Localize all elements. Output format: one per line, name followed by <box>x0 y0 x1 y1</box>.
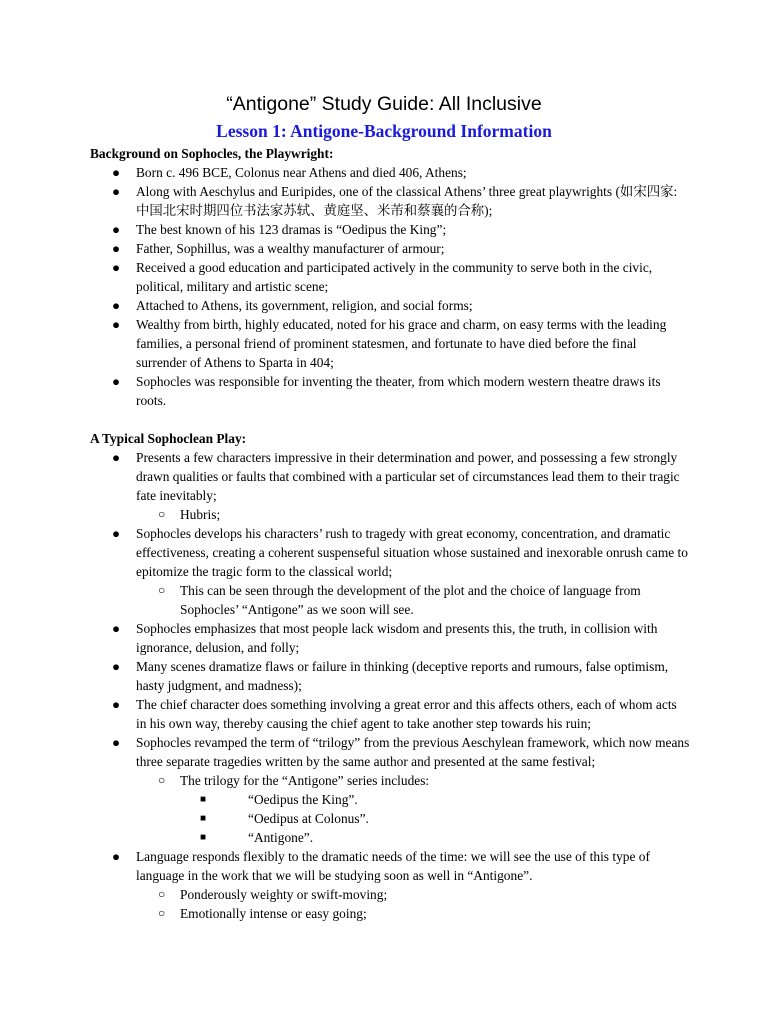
bullet-disc-icon: ● <box>112 165 121 180</box>
list-item-text: Father, Sophillus, was a wealthy manufacturer of armour; <box>136 241 445 256</box>
list-item <box>90 296 690 315</box>
list-item-text: Received a good education and participated actively in the community to serve both in the civic, political, military and artistic scene; <box>136 260 653 294</box>
bullet-circle-icon: ○ <box>158 887 166 901</box>
sub-list-item <box>180 828 690 847</box>
list-item <box>90 847 690 923</box>
section-spacer <box>90 410 690 429</box>
list-item-text: Many scenes dramatize flaws or failure in thinking (deceptive reports and rumours, false optimism, hasty judgment, and madness); <box>136 659 669 693</box>
bullet-circle-icon: ○ <box>158 507 166 521</box>
sub-list-item <box>180 790 690 809</box>
list-item <box>90 619 690 657</box>
sub-bullet-list <box>180 790 690 847</box>
sub-bullet-list <box>136 505 690 524</box>
list-item <box>90 695 690 733</box>
bullet-list <box>90 163 690 410</box>
list-item-text: Ponderously weighty or swift-moving; <box>180 887 388 902</box>
bullet-disc-icon: ● <box>112 222 121 237</box>
bullet-disc-icon: ● <box>112 450 121 465</box>
list-item-text: Sophocles was responsible for inventing the theater, from which modern western theatre draws its roots. <box>136 374 661 408</box>
list-item-text: Presents a few characters impressive in their determination and power, and possessing a few strongly drawn qualities or faults that combined with a particular set of circumstances lead them to their tragic fate inevitably; <box>136 450 680 503</box>
bullet-disc-icon: ● <box>112 260 121 275</box>
list-item <box>90 182 690 220</box>
sub-list-item <box>136 904 690 923</box>
section-heading: Background on Sophocles, the Playwright: <box>90 146 334 161</box>
sub-list-item <box>136 885 690 904</box>
sub-bullet-list <box>136 771 690 847</box>
bullet-disc-icon: ● <box>112 697 121 712</box>
list-item-text: “Oedipus the King”. <box>248 792 358 807</box>
list-item <box>90 733 690 847</box>
list-item-text: Along with Aeschylus and Euripides, one of the classical Athens’ three great playwrights (如宋四家:中国北宋时期四位书法家苏轼、黄庭坚、米芾和蔡襄的合称); <box>136 184 678 218</box>
list-item-text: Sophocles emphasizes that most people lack wisdom and presents this, the truth, in collision with ignorance, delusion, and folly; <box>136 621 658 655</box>
sub-list-item <box>136 581 690 619</box>
list-item <box>90 657 690 695</box>
list-item-text: Emotionally intense or easy going; <box>180 906 367 921</box>
list-item-text: Born c. 496 BCE, Colonus near Athens and died 406, Athens; <box>136 165 467 180</box>
list-item <box>90 239 690 258</box>
list-item-text: Wealthy from birth, highly educated, noted for his grace and charm, on easy terms with the leading families, a personal friend of prominent statesmen, and fortunate to have died before the final surrender of Athens to Sparta in 404; <box>136 317 667 370</box>
list-item-text: This can be seen through the development of the plot and the choice of language from Sophocles’ “Antigone” as we soon will see. <box>180 583 641 617</box>
bullet-square-icon: ■ <box>200 794 207 805</box>
bullet-list <box>90 448 690 923</box>
bullet-square-icon: ■ <box>200 832 207 843</box>
bullet-disc-icon: ● <box>112 621 121 636</box>
list-item-text: The chief character does something involving a great error and this affects others, each of whom acts in his own way, thereby causing the chief agent to take another step towards his ruin; <box>136 697 677 731</box>
bullet-disc-icon: ● <box>112 849 121 864</box>
sub-list-item <box>180 809 690 828</box>
bullet-disc-icon: ● <box>112 735 121 750</box>
sub-list-item <box>136 771 690 847</box>
list-item <box>90 220 690 239</box>
document-title: “Antigone” Study Guide: All Inclusive <box>226 93 542 115</box>
list-item-text: “Antigone”. <box>248 830 314 845</box>
list-item <box>90 315 690 372</box>
list-item-text: “Oedipus at Colonus”. <box>248 811 369 826</box>
list-item-text: Sophocles develops his characters’ rush to tragedy with great economy, concentration, and dramatic effectiveness, creating a coherent suspenseful situation whose sustained and inexorable onrush came to epitomize the tragic form to the classical world; <box>136 526 688 579</box>
bullet-disc-icon: ● <box>112 241 121 256</box>
sub-bullet-list <box>136 581 690 619</box>
list-item-text: Attached to Athens, its government, religion, and social forms; <box>136 298 473 313</box>
bullet-disc-icon: ● <box>112 526 121 541</box>
lesson-title: Lesson 1: Antigone-Background Information <box>216 121 552 141</box>
list-item <box>90 448 690 524</box>
bullet-disc-icon: ● <box>112 317 121 332</box>
bullet-circle-icon: ○ <box>158 906 166 920</box>
bullet-disc-icon: ● <box>112 659 121 674</box>
bullet-disc-icon: ● <box>112 184 121 199</box>
section-heading: A Typical Sophoclean Play: <box>90 431 247 446</box>
sub-bullet-list <box>136 885 690 923</box>
list-item-text: The trilogy for the “Antigone” series includes: <box>180 773 430 788</box>
bullet-square-icon: ■ <box>200 813 207 824</box>
sub-list-item <box>136 505 690 524</box>
list-item <box>90 258 690 296</box>
list-item <box>90 372 690 410</box>
list-item-text: Sophocles revamped the term of “trilogy” from the previous Aeschylean framework, which now means three separate tragedies written by the same author and presented at the same festival; <box>136 735 690 769</box>
list-item-text: Language responds flexibly to the dramatic needs of the time: we will see the use of this type of language in the work that we will be studying soon as well in “Antigone”. <box>136 849 650 883</box>
list-item-text: The best known of his 123 dramas is “Oedipus the King”; <box>136 222 447 237</box>
list-item <box>90 163 690 182</box>
list-item-text: Hubris; <box>180 507 221 522</box>
bullet-disc-icon: ● <box>112 374 121 389</box>
list-item <box>90 524 690 619</box>
bullet-circle-icon: ○ <box>158 773 166 787</box>
document-body <box>90 144 690 923</box>
bullet-disc-icon: ● <box>112 298 121 313</box>
bullet-circle-icon: ○ <box>158 583 166 597</box>
